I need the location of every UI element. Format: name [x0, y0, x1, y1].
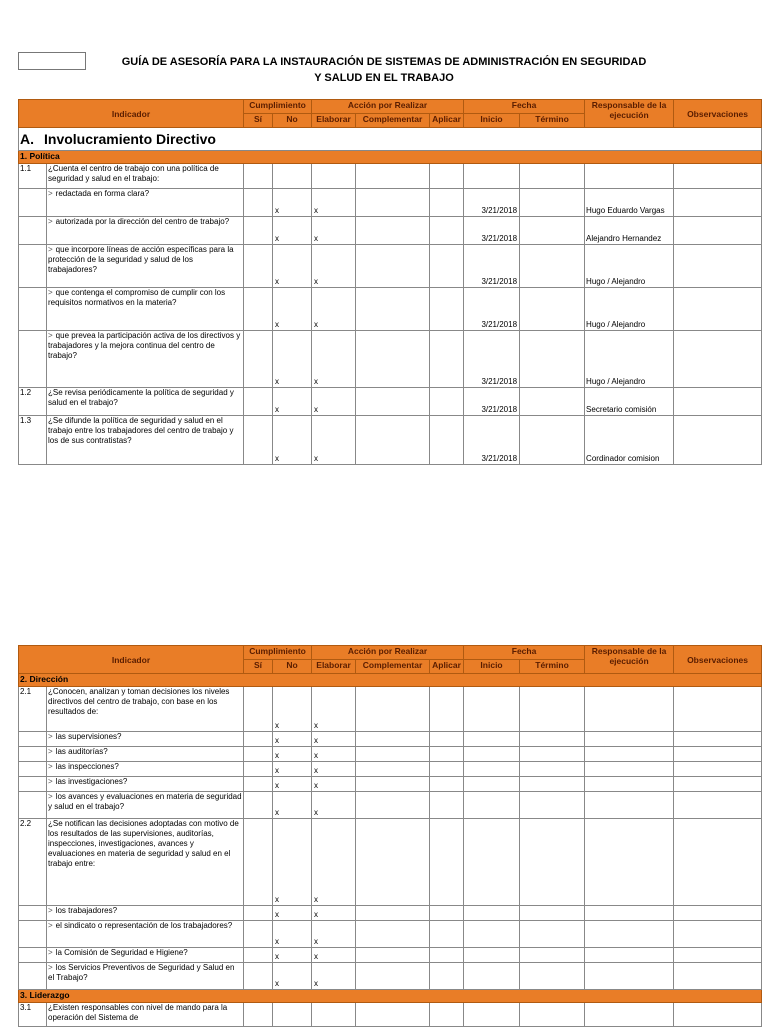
col-fecha: Fecha — [464, 646, 585, 660]
row-indicator — [47, 762, 244, 777]
cell-observaciones[interactable] — [674, 747, 762, 762]
cell-responsable[interactable] — [585, 687, 674, 732]
row-indicator — [47, 777, 244, 792]
row-number — [19, 921, 47, 948]
bullet-arrow-icon: > — [48, 217, 53, 226]
cell-observaciones[interactable] — [674, 732, 762, 747]
cell-termino[interactable] — [520, 732, 585, 747]
cell-elaborar[interactable]: x — [312, 762, 356, 777]
cell-complementar[interactable] — [356, 963, 430, 990]
header-empty-box — [18, 52, 86, 70]
cell-si[interactable] — [244, 687, 273, 732]
cell-no[interactable]: x — [273, 217, 312, 245]
row-number — [19, 288, 47, 331]
col-indicador: Indicador — [19, 100, 244, 128]
cell-observaciones[interactable] — [674, 687, 762, 732]
row-number: 1.2 — [19, 388, 47, 416]
cell-elaborar[interactable]: x — [312, 331, 356, 388]
cell-inicio[interactable]: 3/21/2018 — [464, 388, 520, 416]
row-number: 2.1 — [19, 687, 47, 732]
cell-si[interactable] — [244, 164, 273, 189]
col-no: No — [273, 114, 312, 128]
cell-no[interactable]: x — [273, 732, 312, 747]
cell-aplicar[interactable] — [430, 921, 464, 948]
cell-inicio[interactable] — [464, 747, 520, 762]
cell-observaciones[interactable] — [674, 963, 762, 990]
row-number — [19, 189, 47, 217]
cell-termino[interactable] — [520, 416, 585, 465]
table-row — [19, 245, 762, 288]
col-complementar: Complementar — [356, 660, 430, 674]
cell-termino[interactable] — [520, 245, 585, 288]
cell-observaciones[interactable] — [674, 792, 762, 819]
section-a-letter: A. — [20, 131, 34, 147]
cell-no[interactable]: x — [273, 747, 312, 762]
row-indicator — [47, 217, 244, 245]
cell-no[interactable]: x — [273, 245, 312, 288]
cell-complementar[interactable] — [356, 732, 430, 747]
row-indicator-text: autorizada por la dirección del centro de trabajo? — [55, 217, 230, 226]
row-number — [19, 331, 47, 388]
cell-aplicar[interactable] — [430, 792, 464, 819]
cell-elaborar[interactable]: x — [312, 948, 356, 963]
cell-elaborar[interactable]: x — [312, 792, 356, 819]
cell-termino[interactable] — [520, 906, 585, 921]
cell-elaborar[interactable]: x — [312, 288, 356, 331]
cell-si[interactable] — [244, 416, 273, 465]
bullet-arrow-icon: > — [48, 288, 53, 297]
cell-termino[interactable] — [520, 762, 585, 777]
cell-observaciones[interactable] — [674, 388, 762, 416]
cell-no[interactable]: x — [273, 416, 312, 465]
bullet-arrow-icon: > — [48, 948, 53, 957]
row-number — [19, 777, 47, 792]
cell-termino[interactable] — [520, 948, 585, 963]
row-indicator-text: el sindicato o representación de los trabajadores? — [55, 921, 233, 930]
cell-aplicar[interactable] — [430, 747, 464, 762]
cell-no[interactable]: x — [273, 906, 312, 921]
cell-no[interactable]: x — [273, 948, 312, 963]
cell-observaciones[interactable] — [674, 906, 762, 921]
cell-responsable[interactable] — [585, 792, 674, 819]
row-number: 1.3 — [19, 416, 47, 465]
cell-elaborar[interactable]: x — [312, 416, 356, 465]
bullet-arrow-icon: > — [48, 762, 53, 771]
col-si: Sí — [244, 660, 273, 674]
cell-no[interactable]: x — [273, 777, 312, 792]
cell-elaborar[interactable]: x — [312, 921, 356, 948]
cell-elaborar[interactable]: x — [312, 963, 356, 990]
row-indicator-text: las inspecciones? — [55, 762, 119, 771]
cell-complementar[interactable] — [356, 921, 430, 948]
table-row — [19, 331, 762, 388]
cell-aplicar[interactable] — [430, 777, 464, 792]
cell-observaciones[interactable] — [674, 217, 762, 245]
cell-responsable[interactable]: Hugo / Alejandro — [585, 245, 674, 288]
col-complementar: Complementar — [356, 114, 430, 128]
cell-observaciones[interactable] — [674, 164, 762, 189]
table-row — [19, 288, 762, 331]
row-indicator — [47, 732, 244, 747]
cell-observaciones[interactable] — [674, 189, 762, 217]
cell-responsable[interactable]: Hugo / Alejandro — [585, 288, 674, 331]
table-row — [19, 388, 762, 416]
cell-aplicar[interactable] — [430, 416, 464, 465]
table-row — [19, 777, 762, 792]
cell-complementar[interactable] — [356, 416, 430, 465]
cell-aplicar[interactable] — [430, 245, 464, 288]
cell-no[interactable] — [273, 164, 312, 189]
table-row — [19, 921, 762, 948]
row-indicator — [47, 331, 244, 388]
cell-observaciones[interactable] — [674, 762, 762, 777]
row-indicator: ¿Conocen, analizan y toman decisiones los niveles directivos del centro de trabajo, con base en los resultados de: — [47, 687, 244, 732]
row-number — [19, 747, 47, 762]
row-number — [19, 906, 47, 921]
cell-responsable[interactable] — [585, 963, 674, 990]
cell-complementar[interactable] — [356, 288, 430, 331]
cell-aplicar[interactable] — [430, 819, 464, 906]
table-row — [19, 189, 762, 217]
cell-inicio[interactable] — [464, 963, 520, 990]
cell-no[interactable]: x — [273, 819, 312, 906]
row-indicator-text: los Servicios Preventivos de Seguridad y Salud en el Trabajo? — [48, 963, 235, 982]
cell-inicio[interactable]: 3/21/2018 — [464, 416, 520, 465]
col-inicio: Inicio — [464, 660, 520, 674]
col-cumplimiento: Cumplimiento — [244, 646, 312, 660]
table-row — [19, 732, 762, 747]
cell-aplicar[interactable] — [430, 164, 464, 189]
cell-observaciones[interactable] — [674, 819, 762, 906]
row-number — [19, 245, 47, 288]
cell-termino[interactable] — [520, 189, 585, 217]
cell-inicio[interactable] — [464, 164, 520, 189]
cell-inicio[interactable]: 3/21/2018 — [464, 245, 520, 288]
col-observaciones: Observaciones — [674, 646, 762, 674]
table-row — [19, 217, 762, 245]
table-row — [19, 416, 762, 465]
row-indicator — [47, 747, 244, 762]
cell-inicio[interactable]: 3/21/2018 — [464, 331, 520, 388]
table-row — [19, 1003, 762, 1027]
row-number — [19, 963, 47, 990]
cell-responsable[interactable]: Secretario comisión — [585, 388, 674, 416]
cell-responsable[interactable] — [585, 777, 674, 792]
title-line-1: GUÍA DE ASESORÍA PARA LA INSTAURACIÓN DE SISTEMAS DE ADMINISTRACIÓN EN SEGURIDAD — [121, 56, 647, 68]
col-termino: Término — [520, 660, 585, 674]
section-a-title — [19, 128, 762, 151]
cell-inicio[interactable] — [464, 687, 520, 732]
section-direccion: 2. Dirección — [19, 674, 762, 687]
cell-si[interactable] — [244, 762, 273, 777]
cell-observaciones[interactable] — [674, 921, 762, 948]
row-indicator-text: los avances y evaluaciones en materia de seguridad y salud en el trabajo? — [48, 792, 242, 811]
table-row — [19, 963, 762, 990]
table-row — [19, 747, 762, 762]
bullet-arrow-icon: > — [48, 777, 53, 786]
row-indicator-text: las investigaciones? — [55, 777, 128, 786]
cell-complementar[interactable] — [356, 819, 430, 906]
cell-elaborar[interactable]: x — [312, 388, 356, 416]
table-row — [19, 762, 762, 777]
cell-complementar[interactable] — [356, 164, 430, 189]
cell-inicio[interactable] — [464, 906, 520, 921]
cell-elaborar[interactable]: x — [312, 732, 356, 747]
cell-complementar[interactable] — [356, 331, 430, 388]
cell-elaborar[interactable]: x — [312, 189, 356, 217]
cell-responsable[interactable] — [585, 906, 674, 921]
row-number: 2.2 — [19, 819, 47, 906]
cell-no[interactable]: x — [273, 762, 312, 777]
cell-no[interactable]: x — [273, 921, 312, 948]
cell-responsable[interactable]: Hugo / Alejandro — [585, 331, 674, 388]
col-no: No — [273, 660, 312, 674]
table-row — [19, 792, 762, 819]
cell-termino[interactable] — [520, 747, 585, 762]
row-indicator — [47, 921, 244, 948]
row-indicator-text: los trabajadores? — [55, 906, 118, 915]
row-indicator — [47, 906, 244, 921]
cell-complementar[interactable] — [356, 189, 430, 217]
cell-termino[interactable] — [520, 331, 585, 388]
cell-complementar[interactable] — [356, 388, 430, 416]
cell-termino[interactable] — [520, 777, 585, 792]
cell-termino[interactable] — [520, 217, 585, 245]
cell-complementar[interactable] — [356, 906, 430, 921]
checklist-table-2 — [18, 645, 762, 1027]
cell-complementar[interactable] — [356, 792, 430, 819]
row-indicator: ¿Cuenta el centro de trabajo con una política de seguridad y salud en el trabajo: — [47, 164, 244, 189]
row-indicator — [47, 245, 244, 288]
cell-no[interactable]: x — [273, 687, 312, 732]
cell-responsable[interactable] — [585, 819, 674, 906]
cell-complementar[interactable] — [356, 762, 430, 777]
col-indicador: Indicador — [19, 646, 244, 674]
col-inicio: Inicio — [464, 114, 520, 128]
bullet-arrow-icon: > — [48, 792, 53, 801]
cell-elaborar[interactable]: x — [312, 906, 356, 921]
cell-si[interactable] — [244, 732, 273, 747]
cell-elaborar[interactable]: x — [312, 819, 356, 906]
cell-elaborar[interactable]: x — [312, 687, 356, 732]
row-indicator-text: las auditorías? — [55, 747, 108, 756]
row-number — [19, 762, 47, 777]
cell-termino[interactable] — [520, 921, 585, 948]
cell-termino[interactable] — [520, 687, 585, 732]
row-indicator — [47, 189, 244, 217]
bullet-arrow-icon: > — [48, 245, 53, 254]
cell-inicio[interactable]: 3/21/2018 — [464, 189, 520, 217]
cell-observaciones[interactable] — [674, 777, 762, 792]
row-indicator-text: que incorpore líneas de acción específicas para la protección de la seguridad y salud de los trabajadores? — [48, 245, 234, 274]
cell-termino[interactable] — [520, 819, 585, 906]
cell-responsable[interactable] — [585, 762, 674, 777]
row-number: 1.1 — [19, 164, 47, 189]
row-indicator-text: la Comisión de Seguridad e Higiene? — [55, 948, 188, 957]
cell-aplicar[interactable] — [430, 948, 464, 963]
row-indicator — [47, 288, 244, 331]
cell-aplicar[interactable] — [430, 732, 464, 747]
cell-si[interactable] — [244, 288, 273, 331]
cell-observaciones[interactable] — [674, 416, 762, 465]
col-observaciones: Observaciones — [674, 100, 762, 128]
col-accion: Acción por Realizar — [312, 646, 464, 660]
cell-elaborar[interactable]: x — [312, 217, 356, 245]
cell-complementar[interactable] — [356, 217, 430, 245]
col-responsable: Responsable de la ejecución — [585, 100, 674, 128]
cell-si[interactable] — [244, 217, 273, 245]
cell-elaborar[interactable]: x — [312, 777, 356, 792]
cell-responsable[interactable]: Hugo Eduardo Vargas — [585, 189, 674, 217]
cell-no[interactable]: x — [273, 792, 312, 819]
cell-complementar[interactable] — [356, 747, 430, 762]
cell-responsable[interactable]: Alejandro Hernandez — [585, 217, 674, 245]
cell-si[interactable] — [244, 189, 273, 217]
cell-aplicar[interactable] — [430, 906, 464, 921]
cell-termino[interactable] — [520, 963, 585, 990]
cell-elaborar[interactable]: x — [312, 245, 356, 288]
cell-inicio[interactable] — [464, 948, 520, 963]
cell-responsable[interactable] — [585, 948, 674, 963]
section-politica: 1. Política — [19, 151, 762, 164]
section-a-name: Involucramiento Directivo — [44, 131, 216, 147]
bullet-arrow-icon: > — [48, 732, 53, 741]
cell-inicio[interactable]: 3/21/2018 — [464, 288, 520, 331]
col-termino: Término — [520, 114, 585, 128]
cell-responsable[interactable] — [585, 732, 674, 747]
row-number — [19, 792, 47, 819]
cell-no[interactable]: x — [273, 388, 312, 416]
bullet-arrow-icon: > — [48, 331, 53, 340]
cell-inicio[interactable] — [464, 732, 520, 747]
col-cumplimiento: Cumplimiento — [244, 100, 312, 114]
table-row — [19, 164, 762, 189]
cell-aplicar[interactable] — [430, 331, 464, 388]
title-line-2: Y SALUD EN EL TRABAJO — [314, 72, 454, 84]
cell-no[interactable]: x — [273, 189, 312, 217]
cell-responsable[interactable] — [585, 164, 674, 189]
cell-inicio[interactable] — [464, 777, 520, 792]
cell-si[interactable] — [244, 747, 273, 762]
bullet-arrow-icon: > — [48, 921, 53, 930]
cell-complementar[interactable] — [356, 777, 430, 792]
table-row — [19, 948, 762, 963]
cell-si[interactable] — [244, 948, 273, 963]
row-indicator — [47, 948, 244, 963]
cell-inicio[interactable]: 3/21/2018 — [464, 217, 520, 245]
cell-observaciones[interactable] — [674, 948, 762, 963]
cell-complementar[interactable] — [356, 245, 430, 288]
row-indicator — [47, 792, 244, 819]
cell-aplicar[interactable] — [430, 963, 464, 990]
cell-elaborar[interactable] — [312, 164, 356, 189]
cell-si[interactable] — [244, 388, 273, 416]
cell-observaciones[interactable] — [674, 288, 762, 331]
row-number: 3.1 — [19, 1003, 47, 1027]
col-si: Sí — [244, 114, 273, 128]
cell-si[interactable] — [244, 819, 273, 906]
cell-termino[interactable] — [520, 792, 585, 819]
row-indicator: ¿Existen responsables con nivel de mando para la operación del Sistema de — [47, 1003, 244, 1027]
cell-inicio[interactable] — [464, 762, 520, 777]
row-indicator: ¿Se revisa periódicamente la política de seguridad y salud en el trabajo? — [47, 388, 244, 416]
row-indicator-text: que contenga el compromiso de cumplir con los requisitos normativos en la materia? — [48, 288, 226, 307]
cell-aplicar[interactable] — [430, 388, 464, 416]
col-aplicar: Aplicar — [430, 660, 464, 674]
col-elaborar: Elaborar — [312, 660, 356, 674]
cell-si[interactable] — [244, 777, 273, 792]
cell-aplicar[interactable] — [430, 762, 464, 777]
cell-si[interactable] — [244, 245, 273, 288]
cell-si[interactable] — [244, 906, 273, 921]
cell-elaborar[interactable]: x — [312, 747, 356, 762]
col-responsable: Responsable de la ejecución — [585, 646, 674, 674]
row-number — [19, 217, 47, 245]
table-row — [19, 687, 762, 732]
cell-no[interactable]: x — [273, 288, 312, 331]
row-indicator — [47, 963, 244, 990]
cell-observaciones[interactable] — [674, 245, 762, 288]
cell-responsable[interactable]: Cordinador comision — [585, 416, 674, 465]
cell-aplicar[interactable] — [430, 687, 464, 732]
col-fecha: Fecha — [464, 100, 585, 114]
cell-aplicar[interactable] — [430, 217, 464, 245]
row-indicator: ¿Se difunde la política de seguridad y salud en el trabajo entre los trabajadores del centro de trabajo y los de sus contratistas? — [47, 416, 244, 465]
col-aplicar: Aplicar — [430, 114, 464, 128]
cell-complementar[interactable] — [356, 687, 430, 732]
checklist-table-1 — [18, 99, 762, 465]
cell-aplicar[interactable] — [430, 288, 464, 331]
cell-termino[interactable] — [520, 164, 585, 189]
document-title — [120, 54, 648, 86]
cell-responsable[interactable] — [585, 921, 674, 948]
cell-inicio[interactable] — [464, 819, 520, 906]
cell-si[interactable] — [244, 331, 273, 388]
table-row — [19, 906, 762, 921]
cell-aplicar[interactable] — [430, 189, 464, 217]
bullet-arrow-icon: > — [48, 189, 53, 198]
cell-inicio[interactable] — [464, 792, 520, 819]
row-indicator-text: redactada en forma clara? — [55, 189, 150, 198]
col-accion: Acción por Realizar — [312, 100, 464, 114]
bullet-arrow-icon: > — [48, 747, 53, 756]
cell-no[interactable]: x — [273, 331, 312, 388]
cell-termino[interactable] — [520, 388, 585, 416]
cell-si[interactable] — [244, 963, 273, 990]
col-elaborar: Elaborar — [312, 114, 356, 128]
cell-si[interactable] — [244, 921, 273, 948]
cell-complementar[interactable] — [356, 948, 430, 963]
cell-observaciones[interactable] — [674, 331, 762, 388]
cell-no[interactable]: x — [273, 963, 312, 990]
cell-termino[interactable] — [520, 288, 585, 331]
row-indicator-text: que prevea la participación activa de los directivos y trabajadores y la mejora continua del centro de trabajo? — [48, 331, 241, 360]
bullet-arrow-icon: > — [48, 906, 53, 915]
row-indicator-text: las supervisiones? — [55, 732, 122, 741]
row-number — [19, 732, 47, 747]
row-indicator: ¿Se notifican las decisiones adoptadas con motivo de los resultados de las supervisiones, auditorías, inspecciones, investigaciones, avances y evaluaciones en materia de seguridad y salud en el trabajo entre: — [47, 819, 244, 906]
table-row — [19, 819, 762, 906]
cell-si[interactable] — [244, 792, 273, 819]
cell-responsable[interactable] — [585, 747, 674, 762]
row-number — [19, 948, 47, 963]
bullet-arrow-icon: > — [48, 963, 53, 972]
section-liderazgo: 3. Liderazgo — [19, 990, 762, 1003]
cell-inicio[interactable] — [464, 921, 520, 948]
